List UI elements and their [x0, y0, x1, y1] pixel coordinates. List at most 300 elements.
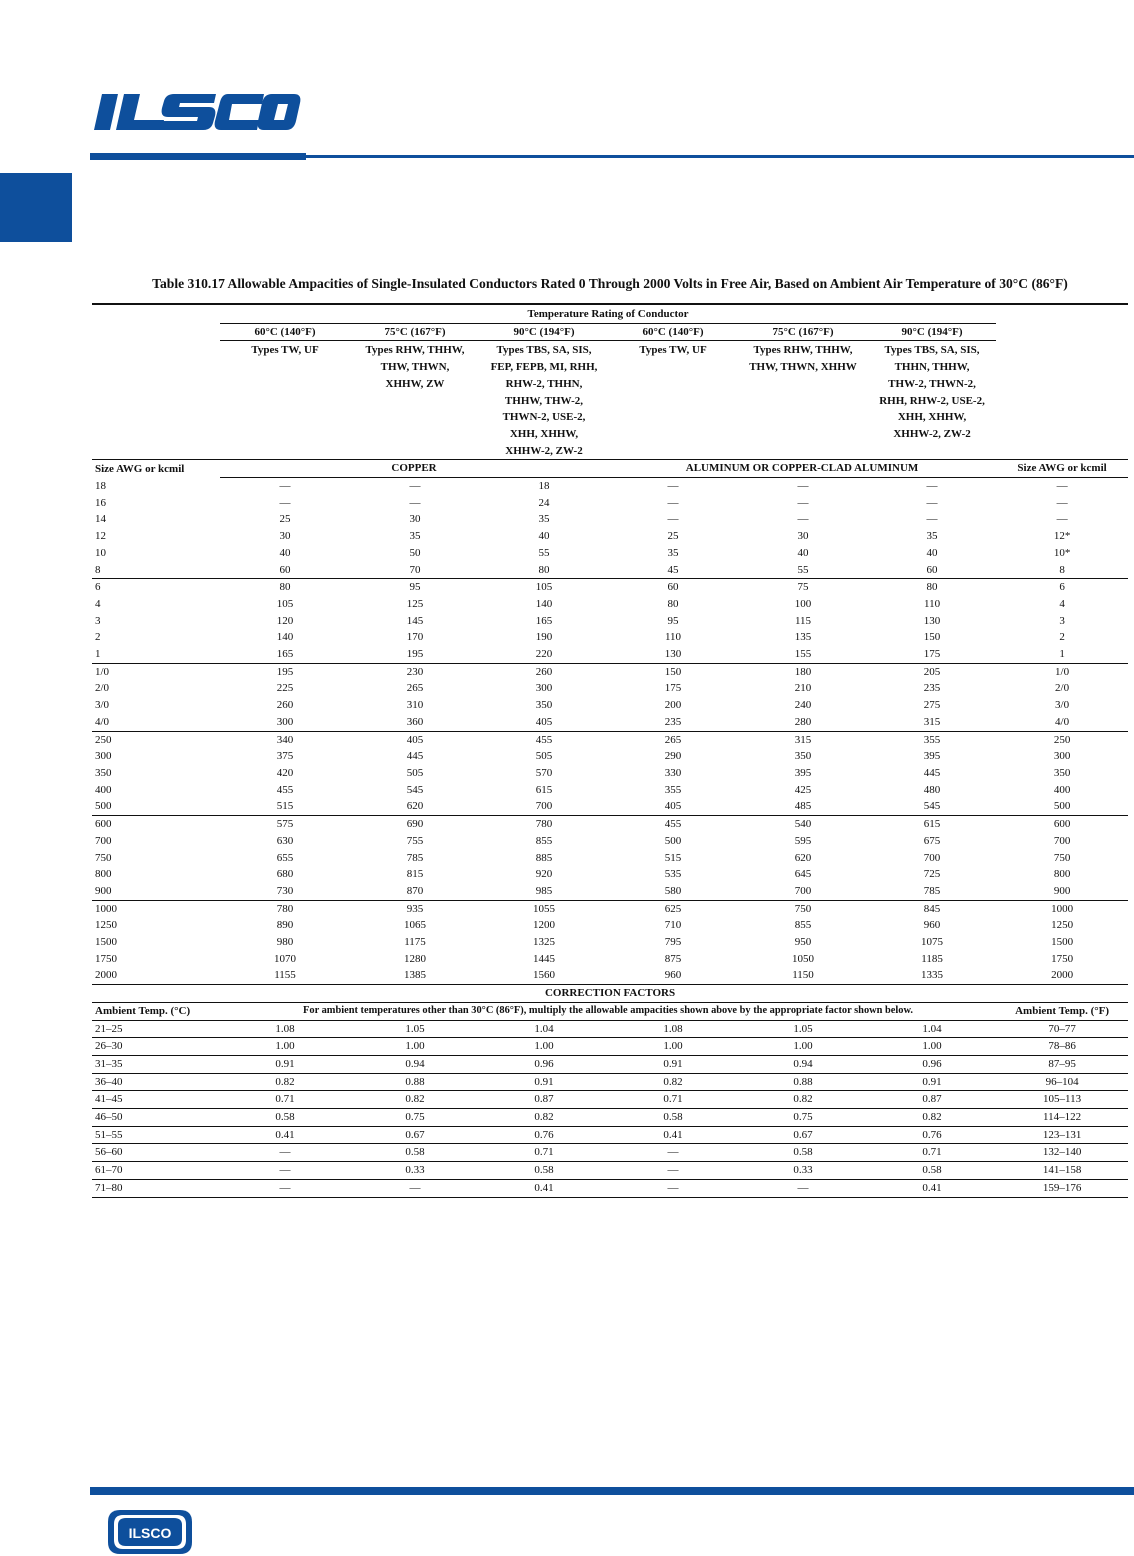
value-cell: 315 [738, 731, 868, 748]
correction-note-row [92, 1002, 1128, 1020]
value-cell: 785 [923, 884, 941, 897]
value-cell: 795 [664, 936, 682, 949]
value-cell: 580 [664, 884, 682, 897]
size-column-label-right: Size AWG or kcmil [996, 460, 1128, 478]
ampacity-row [92, 528, 1128, 545]
size-cell-right: 350 [1053, 766, 1071, 779]
value-cell: 75 [738, 579, 868, 596]
size-cell: 1000 [92, 900, 220, 917]
correction-row [92, 1038, 1128, 1056]
insulation-type-line: Types TBS, SA, SIS, [496, 344, 592, 357]
ampacity-row [92, 613, 1128, 630]
value-cell: — [797, 480, 809, 493]
value-cell: — [667, 513, 679, 526]
size-cell-right: 900 [1053, 884, 1071, 897]
value-cell: 260 [276, 699, 294, 712]
ilsco-badge-logo [106, 1508, 194, 1556]
value-cell: 40 [797, 546, 809, 559]
value-cell: 0.41 [220, 1126, 350, 1144]
value-cell: 60 [608, 579, 738, 596]
value-cell: 375 [276, 750, 294, 763]
value-cell: 0.87 [480, 1091, 608, 1109]
value-cell: 125 [406, 597, 424, 610]
value-cell: 545 [923, 800, 941, 813]
size-cell-right: 1750 [1051, 952, 1074, 965]
value-cell: 355 [868, 731, 996, 748]
value-cell: — [220, 1179, 350, 1197]
value-cell: 235 [664, 715, 682, 728]
size-cell-right: 750 [1053, 851, 1071, 864]
ampacity-row [92, 798, 1128, 815]
insulation-type-line: XHHW, ZW [385, 377, 445, 390]
value-cell: 45 [667, 563, 679, 576]
insulation-type-line: RHH, RHW-2, USE-2, [879, 394, 985, 407]
insulation-type-line: THW, THWN, [380, 361, 450, 374]
value-cell: 1070 [274, 952, 296, 965]
ambient-f-cell: 70–77 [996, 1020, 1128, 1038]
value-cell: 815 [406, 868, 424, 881]
value-cell: — [926, 496, 938, 509]
value-cell: 140 [535, 597, 553, 610]
value-cell: 110 [923, 597, 941, 610]
value-cell: 0.76 [868, 1126, 996, 1144]
value-cell: 0.91 [868, 1073, 996, 1091]
ampacity-row [92, 765, 1128, 782]
value-cell: 80 [220, 579, 350, 596]
value-cell: 645 [794, 868, 812, 881]
value-cell: — [220, 1144, 350, 1162]
ampacity-row [92, 646, 1128, 663]
ilsco-logo [92, 94, 302, 130]
value-cell: 755 [406, 834, 424, 847]
size-cell-right: 300 [1053, 750, 1071, 763]
value-cell: 1.04 [868, 1020, 996, 1038]
value-cell: — [797, 513, 809, 526]
value-cell: 890 [276, 919, 294, 932]
size-cell: 700 [95, 834, 112, 847]
size-cell-right: 1 [1059, 648, 1065, 661]
value-cell: 300 [276, 715, 294, 728]
value-cell: 1055 [480, 900, 608, 917]
ampacity-row [92, 816, 1128, 833]
value-cell: 80 [667, 597, 679, 610]
footer-rule [90, 1487, 1134, 1495]
value-cell: 785 [406, 851, 424, 864]
size-cell-right: 6 [996, 579, 1128, 596]
correction-row [92, 1109, 1128, 1127]
size-cell-right: 8 [1059, 563, 1065, 576]
value-cell: 200 [664, 699, 682, 712]
correction-factors-heading: CORRECTION FACTORS [92, 985, 1128, 1003]
value-cell: 360 [406, 715, 424, 728]
value-cell: — [608, 1162, 738, 1180]
value-cell: 30 [279, 530, 291, 543]
ambient-c-cell: 71–80 [92, 1179, 220, 1197]
value-cell: 630 [276, 834, 294, 847]
value-cell: 115 [794, 614, 812, 627]
value-cell: 0.87 [868, 1091, 996, 1109]
value-cell: 25 [667, 530, 679, 543]
ambient-c-label: Ambient Temp. (°C) [92, 1002, 220, 1020]
ambient-f-cell: 105–113 [996, 1091, 1128, 1109]
value-cell: 40 [926, 546, 938, 559]
value-cell: 0.41 [608, 1126, 738, 1144]
size-cell-right: — [1056, 480, 1068, 493]
value-cell: 0.71 [220, 1091, 350, 1109]
correction-row [92, 1073, 1128, 1091]
value-cell: 165 [535, 614, 553, 627]
ampacity-row [92, 562, 1128, 579]
value-cell: 540 [738, 816, 868, 833]
value-cell: 0.76 [480, 1126, 608, 1144]
insulation-types [868, 341, 996, 460]
value-cell: 570 [535, 766, 553, 779]
value-cell: 195 [220, 663, 350, 680]
value-cell: 950 [794, 936, 812, 949]
value-cell: 680 [276, 868, 294, 881]
value-cell: 355 [664, 783, 682, 796]
size-cell-right: 12* [1053, 530, 1071, 543]
size-cell: 3/0 [95, 699, 110, 712]
value-cell: 25 [279, 513, 291, 526]
ampacity-row [92, 951, 1128, 968]
value-cell: 1175 [404, 936, 426, 949]
ampacity-row [92, 545, 1128, 562]
insulation-type-line: RHW-2, THHN, [505, 377, 583, 390]
value-cell: 675 [923, 834, 941, 847]
value-cell: 230 [350, 663, 480, 680]
value-cell: 750 [738, 900, 868, 917]
value-cell: 0.71 [608, 1091, 738, 1109]
correction-title-row [92, 985, 1128, 1003]
value-cell: 330 [664, 766, 682, 779]
value-cell: 265 [608, 731, 738, 748]
value-cell: 500 [664, 834, 682, 847]
size-cell-right: 800 [1053, 868, 1071, 881]
insulation-types [480, 341, 608, 460]
size-cell-right: 4 [1059, 597, 1065, 610]
value-cell: 1.00 [868, 1038, 996, 1056]
value-cell: 205 [868, 663, 996, 680]
size-cell: 500 [95, 800, 112, 813]
value-cell: 1150 [792, 969, 814, 982]
size-cell: 14 [95, 513, 106, 526]
value-cell: 595 [794, 834, 812, 847]
value-cell: 395 [923, 750, 941, 763]
value-cell: 24 [538, 496, 550, 509]
value-cell: 150 [923, 631, 941, 644]
value-cell: 35 [667, 546, 679, 559]
value-cell: 700 [794, 884, 812, 897]
value-cell: 0.82 [738, 1091, 868, 1109]
value-cell: 455 [276, 783, 294, 796]
value-cell: 700 [535, 800, 553, 813]
size-cell-right: 1250 [1051, 919, 1074, 932]
value-cell: 535 [664, 868, 682, 881]
size-cell-right: — [1056, 513, 1068, 526]
value-cell: 0.67 [350, 1126, 480, 1144]
correction-row [92, 1162, 1128, 1180]
value-cell: 80 [868, 579, 996, 596]
value-cell: 60 [279, 563, 291, 576]
value-cell: 0.41 [868, 1179, 996, 1197]
value-cell: 855 [535, 834, 553, 847]
value-cell: 0.91 [220, 1055, 350, 1073]
size-cell: 300 [95, 750, 112, 763]
value-cell: 350 [794, 750, 812, 763]
size-cell: 1750 [95, 952, 117, 965]
value-cell: 920 [535, 868, 553, 881]
value-cell: 0.75 [738, 1109, 868, 1127]
value-cell: 780 [220, 900, 350, 917]
size-cell-right: 250 [996, 731, 1128, 748]
value-cell: 130 [923, 614, 941, 627]
size-cell: 10 [95, 546, 106, 559]
ampacity-row [92, 663, 1128, 680]
ampacity-row [92, 900, 1128, 917]
size-cell: 900 [95, 884, 112, 897]
value-cell: 110 [664, 631, 682, 644]
insulation-types [738, 341, 868, 460]
value-cell: 0.58 [868, 1162, 996, 1180]
value-cell: 60 [926, 563, 938, 576]
insulation-types [220, 341, 350, 460]
correction-row [92, 1020, 1128, 1038]
size-cell-right: 1000 [996, 900, 1128, 917]
ampacity-row [92, 714, 1128, 731]
value-cell: 710 [664, 919, 682, 932]
value-cell: 100 [794, 597, 812, 610]
value-cell: 35 [926, 530, 938, 543]
header-rule-thin [306, 155, 1134, 158]
value-cell: 180 [738, 663, 868, 680]
value-cell: 1075 [921, 936, 944, 949]
value-cell: 30 [797, 530, 809, 543]
ambient-f-cell: 159–176 [996, 1179, 1128, 1197]
ampacity-row [92, 680, 1128, 697]
value-cell: 0.82 [868, 1109, 996, 1127]
value-cell: 0.94 [738, 1055, 868, 1073]
value-cell: 0.41 [480, 1179, 608, 1197]
value-cell: 515 [664, 851, 682, 864]
value-cell: — [608, 1179, 738, 1197]
value-cell: 935 [350, 900, 480, 917]
value-cell: 725 [923, 868, 941, 881]
size-column-label: Size AWG or kcmil [92, 460, 220, 478]
size-cell: 3 [95, 614, 101, 627]
ampacity-row [92, 850, 1128, 867]
value-cell: 855 [794, 919, 812, 932]
value-cell: 515 [276, 800, 294, 813]
insulation-type-line: Types RHW, THHW, [365, 344, 465, 357]
size-cell: 250 [92, 731, 220, 748]
ambient-c-cell: 46–50 [92, 1109, 220, 1127]
insulation-types [608, 341, 738, 460]
value-cell: 425 [794, 783, 812, 796]
size-cell: 16 [95, 496, 106, 509]
value-cell: 175 [664, 682, 682, 695]
value-cell: 620 [406, 800, 424, 813]
value-cell: 1155 [274, 969, 296, 982]
value-cell: 1200 [533, 919, 555, 932]
ampacity-row [92, 478, 1128, 495]
insulation-type-line: XHHW-2, ZW-2 [505, 444, 583, 457]
size-cell-right: 2/0 [1055, 682, 1070, 695]
size-cell: 8 [95, 563, 101, 576]
value-cell: 210 [794, 682, 812, 695]
value-cell: 615 [868, 816, 996, 833]
value-cell: 0.67 [738, 1126, 868, 1144]
size-cell: 1 [95, 648, 101, 661]
value-cell: — [409, 496, 421, 509]
ampacity-row [92, 629, 1128, 646]
ambient-f-cell: 132–140 [996, 1144, 1128, 1162]
insulation-type-line: XHH, XHHW, [509, 427, 579, 440]
temp-heading: 75°C (167°F) [738, 323, 868, 341]
value-cell: — [738, 1179, 868, 1197]
size-cell: 600 [92, 816, 220, 833]
value-cell: 0.71 [480, 1144, 608, 1162]
value-cell: 1.05 [350, 1020, 480, 1038]
value-cell: 190 [535, 631, 553, 644]
value-cell: 420 [276, 766, 294, 779]
value-cell: 1.08 [608, 1020, 738, 1038]
value-cell: 1325 [533, 936, 555, 949]
value-cell: 1335 [921, 969, 944, 982]
insulation-type-line: THHW, THW-2, [504, 394, 584, 407]
value-cell: 960 [664, 969, 682, 982]
temp-rating-heading: Temperature Rating of Conductor [220, 306, 996, 323]
value-cell: 35 [538, 513, 550, 526]
value-cell: 0.94 [350, 1055, 480, 1073]
value-cell: 150 [608, 663, 738, 680]
value-cell: 120 [276, 614, 294, 627]
value-cell: 240 [794, 699, 812, 712]
value-cell: 1.00 [608, 1038, 738, 1056]
value-cell: — [409, 480, 421, 493]
value-cell: 260 [480, 663, 608, 680]
value-cell: 170 [406, 631, 424, 644]
value-cell: 0.82 [350, 1091, 480, 1109]
ambient-c-cell: 61–70 [92, 1162, 220, 1180]
value-cell: 845 [868, 900, 996, 917]
ampacity-row [92, 967, 1128, 984]
ampacity-row [92, 748, 1128, 765]
value-cell: 0.82 [480, 1109, 608, 1127]
value-cell: — [667, 496, 679, 509]
value-cell: 195 [406, 648, 424, 661]
value-cell: — [350, 1179, 480, 1197]
value-cell: 235 [923, 682, 941, 695]
insulation-type-line: XHH, XHHW, [897, 411, 967, 424]
size-cell-right: 500 [1053, 800, 1071, 813]
size-cell: 2/0 [95, 682, 110, 695]
size-cell: 1/0 [92, 663, 220, 680]
ambient-f-label: Ambient Temp. (°F) [996, 1002, 1128, 1020]
size-cell-right: 600 [996, 816, 1128, 833]
temp-heading: 75°C (167°F) [350, 323, 480, 341]
value-cell: 1.08 [220, 1020, 350, 1038]
value-cell: — [797, 496, 809, 509]
ampacity-row [92, 731, 1128, 748]
value-cell: 1050 [792, 952, 814, 965]
size-cell-right: 1/0 [996, 663, 1128, 680]
value-cell: 50 [409, 546, 421, 559]
ampacity-row [92, 596, 1128, 613]
value-cell: 80 [538, 563, 550, 576]
insulation-type-line: Types TBS, SA, SIS, [884, 344, 980, 357]
value-cell: 1.00 [350, 1038, 480, 1056]
ampacity-row [92, 934, 1128, 951]
table-title: Table 310.17 Allowable Ampacities of Single-Insulated Conductors Rated 0 Through 2000 Volts in Free Air, Based on Ambient Air Temperature of 30°C (86°F) [152, 276, 1068, 291]
value-cell: 655 [276, 851, 294, 864]
value-cell: — [926, 480, 938, 493]
correction-row [92, 1179, 1128, 1197]
size-cell: 2 [95, 631, 101, 644]
size-cell: 18 [95, 479, 106, 492]
value-cell: 1560 [533, 969, 555, 982]
value-cell: 690 [350, 816, 480, 833]
value-cell: 1.04 [480, 1020, 608, 1038]
correction-row [92, 1091, 1128, 1109]
badge-logo-text: ILSCO [128, 1525, 172, 1541]
value-cell: 405 [535, 715, 553, 728]
value-cell: 18 [538, 480, 550, 493]
value-cell: 1445 [533, 952, 555, 965]
value-cell: 0.82 [608, 1073, 738, 1091]
size-cell-right: 3 [1059, 614, 1065, 627]
value-cell: 0.91 [480, 1073, 608, 1091]
size-cell-right: 2000 [1051, 969, 1074, 982]
copper-heading: COPPER [220, 460, 608, 478]
value-cell: 545 [406, 783, 424, 796]
value-cell: 480 [923, 783, 941, 796]
size-cell-right: — [1056, 496, 1068, 509]
value-cell: 445 [923, 766, 941, 779]
value-cell: 70 [409, 563, 421, 576]
temp-heading: 60°C (140°F) [220, 323, 350, 341]
ampacity-row [92, 917, 1128, 934]
size-cell-right: 1500 [1051, 936, 1074, 949]
value-cell: 870 [406, 884, 424, 897]
value-cell: — [667, 480, 679, 493]
value-cell: 1.05 [738, 1020, 868, 1038]
value-cell: 275 [923, 699, 941, 712]
value-cell: 445 [406, 750, 424, 763]
value-cell: 625 [608, 900, 738, 917]
value-cell: 1.00 [220, 1038, 350, 1056]
temp-heading: 90°C (194°F) [480, 323, 608, 341]
size-cell-right: 2 [1059, 631, 1065, 644]
value-cell: — [279, 496, 291, 509]
ambient-c-cell: 51–55 [92, 1126, 220, 1144]
correction-row [92, 1144, 1128, 1162]
value-cell: 455 [480, 731, 608, 748]
value-cell: — [608, 1144, 738, 1162]
temp-heading: 90°C (194°F) [868, 323, 996, 341]
ampacity-row [92, 697, 1128, 714]
ampacity-row [92, 833, 1128, 850]
correction-note: For ambient temperatures other than 30°C (86°F), multiply the allowable ampacities shown above by the appropriate factor shown below. [220, 1002, 996, 1020]
value-cell: 875 [664, 952, 682, 965]
value-cell: 0.75 [350, 1109, 480, 1127]
value-cell: 105 [480, 579, 608, 596]
value-cell: 130 [664, 648, 682, 661]
header-rule-thick [90, 153, 306, 160]
value-cell: 155 [794, 648, 812, 661]
size-cell: 12 [95, 530, 106, 543]
size-cell: 4/0 [95, 715, 110, 728]
